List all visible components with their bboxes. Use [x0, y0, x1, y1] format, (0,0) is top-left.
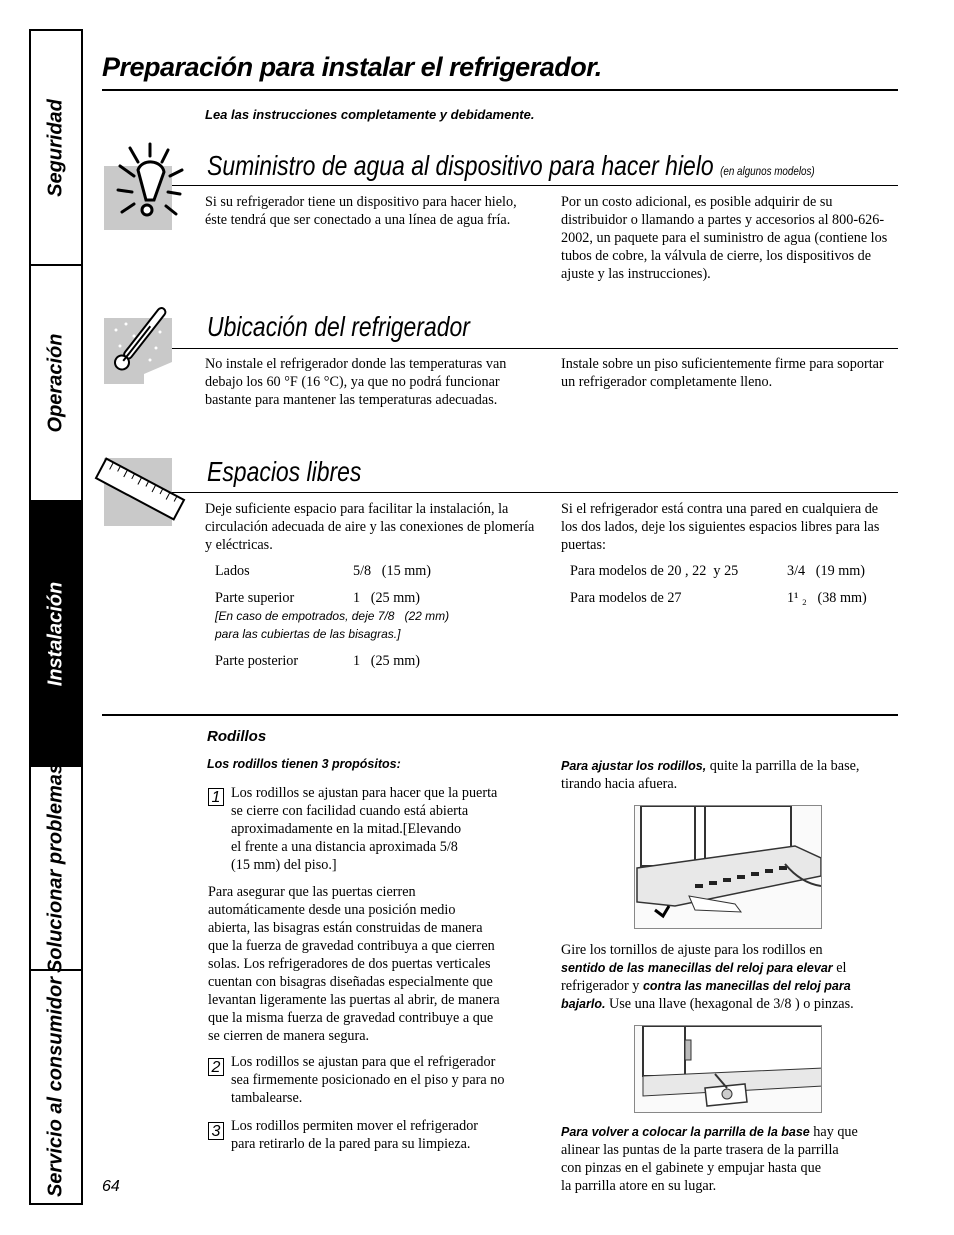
- page-title: Preparación para instalar el refrigerador.: [102, 52, 602, 82]
- door-clearance-27-label: Para modelos de 27: [570, 590, 682, 606]
- door-clearance-20-label: Para modelos de 20 , 22 y 25: [570, 563, 739, 579]
- paragraph-line: que la misma fuerza de gravedad contribuye a que: [208, 1010, 494, 1026]
- water-heading-text: Suministro de agua al dispositivo para hacer hielo: [207, 150, 714, 181]
- turn-screws-rest1: el: [832, 960, 847, 976]
- roller-adjustment-illustration: [634, 1025, 822, 1113]
- ruler-icon: [104, 458, 172, 526]
- location-rule: [172, 348, 898, 349]
- location-right-text: Instale sobre un piso suficientemente firme para soportar un refrigerador completamente lleno.: [561, 356, 884, 390]
- replace-grille-bold: Para volver a colocar la parrilla de la base: [561, 1125, 810, 1139]
- paragraph-line: automáticamente desde una posición medio: [208, 902, 456, 918]
- paragraph-line: se cierren de manera segura.: [208, 1028, 370, 1044]
- item-3-line: para retirarlo de la pared para su limpieza.: [231, 1136, 471, 1152]
- water-left-text: Si su refrigerador tiene un dispositivo para hacer hielo, éste tendrá que ser conectado a una línea de agua fría.: [205, 194, 517, 228]
- adjust-rollers-text: [561, 757, 896, 793]
- item-2-line: Los rodillos se ajustan para que el refrigerador: [231, 1054, 496, 1070]
- adjust-rollers-rest: quite la parrilla de la base,: [706, 758, 860, 774]
- replace-grille-line: la parrilla atore en su lugar.: [561, 1178, 717, 1194]
- clearance-posterior-value: 1 (25 mm): [353, 653, 420, 669]
- item-1-line: el frente a una distancia aproximada 5/8: [231, 839, 458, 855]
- clearance-superior-value: 1 (25 mm): [353, 590, 420, 606]
- clearances-left-text: Deje suficiente espacio para facilitar la instalación, la circulación adecuada de aire y las conexiones de plomería y eléctricas.: [205, 501, 535, 553]
- adjust-rollers-line2: tirando hacia afuera.: [561, 776, 678, 792]
- item-3-number: 3: [208, 1122, 224, 1140]
- turn-screws-bold2: contra las manecillas del reloj para: [642, 979, 851, 993]
- door-clearance-20-value: 3/4 (19 mm): [787, 563, 866, 579]
- clearance-superior-label: Parte superior: [215, 590, 295, 606]
- turn-screws-line1: Gire los tornillos de ajuste para los rodillos en: [561, 942, 823, 958]
- tab-servicio-label: Servicio al consumidor: [44, 976, 67, 1198]
- clearance-note-line2: para las cubiertas de las bisagras.]: [215, 627, 401, 641]
- water-heading-note: (en algunos modelos): [720, 164, 815, 178]
- tab-solucionar-problemas[interactable]: [31, 762, 81, 974]
- item-1-line: aproximadamente en la mitad.[Elevando: [231, 821, 462, 837]
- replace-grille-text: [561, 1123, 901, 1195]
- item-3-line: Los rodillos permiten mover el refrigerador: [231, 1118, 479, 1134]
- tab-operacion-label: Operación: [44, 333, 67, 433]
- replace-grille-rest: hay que: [809, 1124, 858, 1140]
- base-grille-illustration: [634, 805, 822, 929]
- clearance-posterior-label: Parte posterior: [215, 653, 299, 669]
- tab-servicio-consumidor[interactable]: [31, 971, 81, 1203]
- tab-seguridad-label: Seguridad: [44, 98, 67, 197]
- adjust-rollers-bold: Para ajustar los rodillos,: [561, 759, 707, 773]
- item-2-number: 2: [208, 1058, 224, 1076]
- clearance-note-line1: [En caso de empotrados, deje 7/8 (22 mm): [215, 609, 450, 623]
- turn-screws-bold3: bajarlo.: [561, 997, 606, 1011]
- turn-screws-line3: refrigerador y: [561, 978, 643, 994]
- tab-instalacion-label: Instalación: [44, 581, 67, 686]
- clearances-heading: Espacios libres: [207, 456, 362, 487]
- item-3-text: [231, 1117, 546, 1153]
- rollers-heading: Rodillos: [207, 728, 267, 745]
- thermometer-icon: [104, 318, 172, 384]
- tab-operacion[interactable]: [31, 266, 81, 502]
- tab-solucionar-label: Solucionar problemas: [44, 762, 67, 974]
- replace-grille-line: alinear las puntas de la parte trasera de la parrilla: [561, 1142, 839, 1158]
- location-left-text: No instale el refrigerador donde las temperaturas van debajo los 60 °F (16 °C), ya que no podrá funcionar bastante para mantener las temperaturas adecuadas.: [205, 356, 507, 408]
- location-heading: Ubicación del refrigerador: [207, 311, 470, 342]
- tab-instalacion[interactable]: [31, 502, 81, 767]
- turn-screws-bold1: sentido de las manecillas del reloj para elevar: [561, 961, 833, 975]
- turn-screws-rest2: Use una llave (hexagonal de 3/8 ) o pinzas.: [605, 996, 854, 1012]
- paragraph-line: solas. Los refrigeradores de dos puertas verticales: [208, 956, 491, 972]
- door-clearance-27-value: 1¹ ₂ (38 mm): [787, 590, 867, 606]
- rollers-paragraph: [208, 883, 548, 1045]
- clearance-lados-label: Lados: [215, 563, 250, 579]
- rollers-rule: [102, 714, 898, 716]
- item-2-line: tambalearse.: [231, 1090, 303, 1106]
- water-right-text: Por un costo adicional, es posible adquirir de su distribuidor o llamando a partes y accesorios al 800-626-2002, un paquete para el suministro de agua (contiene los tubos de cobre, la válvula de cierre, los dispositivos de ajuste y las instrucciones).: [561, 194, 888, 282]
- item-1-line: Los rodillos se ajustan para hacer que la puerta: [231, 785, 498, 801]
- rollers-subheading: Los rodillos tienen 3 propósitos:: [207, 757, 401, 771]
- warning-icon: [104, 166, 172, 230]
- clearances-rule: [172, 492, 898, 493]
- intro-text: Lea las instrucciones completamente y debidamente.: [205, 107, 535, 122]
- tab-seguridad[interactable]: [31, 31, 81, 266]
- page-number: 64: [102, 1178, 120, 1195]
- turn-screws-text: [561, 941, 901, 1013]
- paragraph-line: levantan ligeramente las puertas al abrir, de manera: [208, 992, 500, 1008]
- item-1-text: [231, 784, 546, 874]
- clearances-right-text: Si el refrigerador está contra una pared en cualquiera de los dos lados, deje los siguientes espacios libres para las puertas:: [561, 501, 880, 553]
- item-1-number: 1: [208, 788, 224, 806]
- water-rule: [172, 185, 898, 186]
- replace-grille-line: con pinzas en el gabinete y empujar hasta que: [561, 1160, 822, 1176]
- water-heading: [207, 150, 815, 182]
- paragraph-line: cuentan con bisagras diseñadas especialmente que: [208, 974, 493, 990]
- paragraph-line: abierta, las bisagras están construidas de manera: [208, 920, 483, 936]
- item-2-text: [231, 1053, 546, 1107]
- title-rule: [102, 89, 898, 91]
- sidebar-tabs: [29, 29, 83, 1205]
- item-1-line: se cierre con facilidad cuando está abierta: [231, 803, 469, 819]
- item-2-line: sea firmemente posicionado en el piso y para no: [231, 1072, 505, 1088]
- paragraph-line: Para asegurar que las puertas cierren: [208, 884, 416, 900]
- clearance-lados-value: 5/8 (15 mm): [353, 563, 432, 579]
- paragraph-line: que la fuerza de gravedad contribuya a que cierren: [208, 938, 495, 954]
- item-1-line: (15 mm) del piso.]: [231, 857, 337, 873]
